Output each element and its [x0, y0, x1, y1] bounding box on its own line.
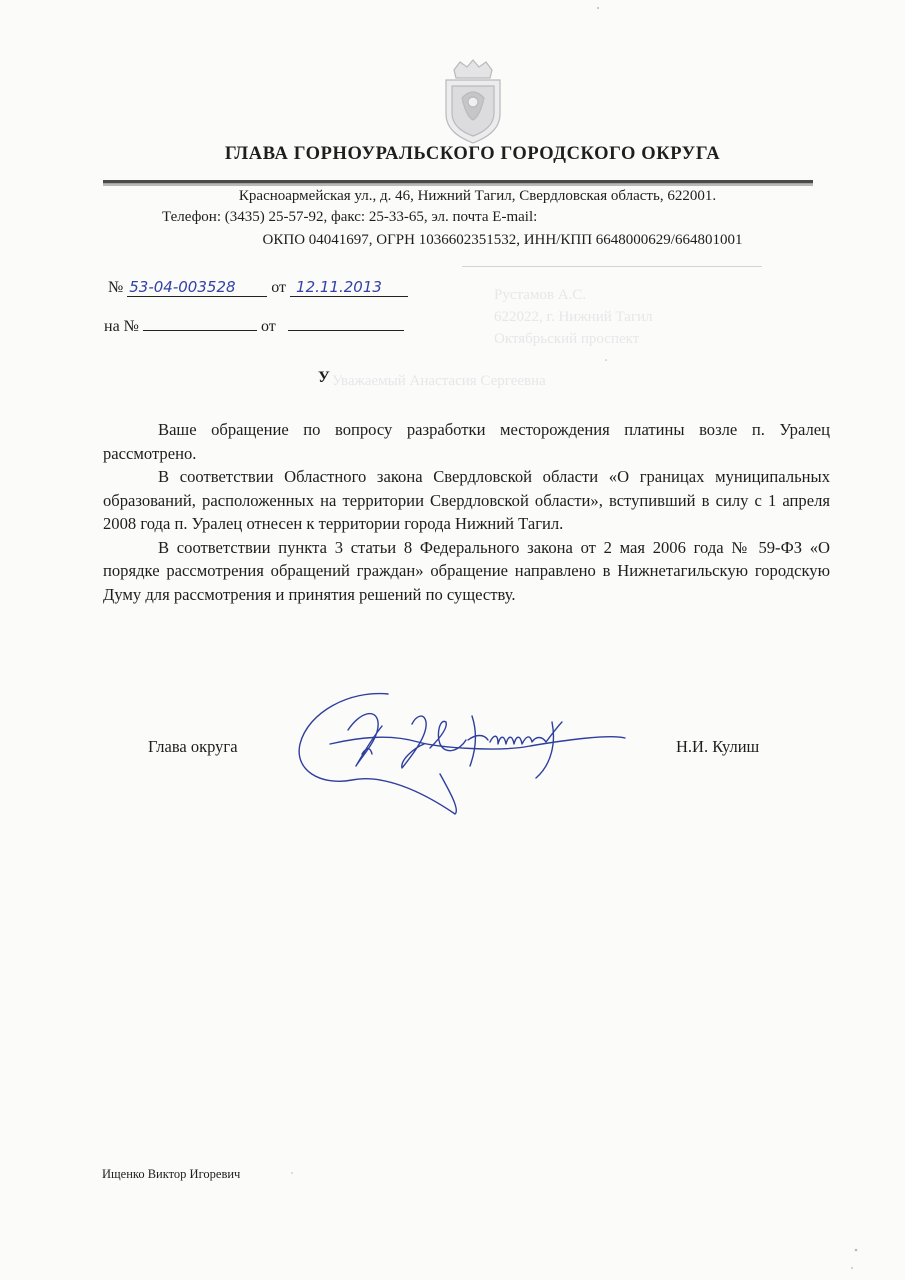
executor-name: Ищенко Виктор Игоревич	[102, 1167, 241, 1181]
registration-date: 12.11.2013	[290, 278, 408, 297]
date-prefix: от	[271, 279, 287, 296]
letter-body	[103, 418, 830, 606]
contacts-line: Телефон: (3435) 25-57-92, факс: 25-33-65, эл. почта E-mail:	[162, 209, 538, 225]
letterhead-divider	[103, 180, 813, 186]
registration-number: 53-04-003528	[127, 278, 267, 297]
addressee-line: Октябрьский проспект	[494, 331, 640, 347]
number-prefix: №	[108, 279, 124, 296]
reply-number-blank	[143, 316, 257, 331]
divider-line	[462, 266, 762, 267]
reply-reference-row	[104, 316, 404, 336]
addressee-line: 622022, г. Нижний Тагил	[494, 309, 653, 325]
coat-of-arms-icon	[438, 58, 508, 144]
reply-date-blank	[288, 316, 404, 331]
salutation-faded: Уважаемый Анастасия Сергеевна	[332, 373, 546, 389]
address-line: Красноармейская ул., д. 46, Нижний Тагил, Свердловская область, 622001.	[238, 188, 717, 204]
reply-number-prefix: на №	[104, 318, 139, 335]
reply-date-prefix: от	[260, 318, 276, 335]
salutation-initial: У	[318, 369, 330, 386]
body-paragraph: Ваше обращение по вопросу разработки месторождения платины возле п. Уралец рассмотрено.	[103, 420, 830, 463]
addressee-line: Рустамов А.С.	[494, 287, 587, 303]
signatory-name: Н.И. Кулиш	[676, 737, 760, 756]
organization-title: ГЛАВА ГОРНОУРАЛЬСКОГО ГОРОДСКОГО ОКРУГА	[224, 144, 721, 164]
addressee-block	[494, 284, 653, 350]
body-paragraph: В соответствии пункта 3 статьи 8 Федерального закона от 2 мая 2006 года № 59-ФЗ «О порядке рассмотрения обращений граждан» обращение направлено в Нижнетагильскую городскую Думу для рассмотрения и принятия решений по существу.	[103, 537, 830, 604]
signatory-role: Глава округа	[148, 737, 238, 756]
registration-number-row	[108, 278, 408, 297]
handwritten-signature	[290, 682, 635, 822]
body-paragraph: В соответствии Областного закона Свердловской области «О границах муниципальных образований, расположенных на территории Свердловской области», вступивший в силу с 1 апреля 2008 года п. Уралец отнесен к территории города Нижний Тагил.	[103, 467, 830, 533]
registry-line: ОКПО 04041697, ОГРН 1036602351532, ИНН/КПП 6648000629/664801001	[262, 232, 743, 248]
